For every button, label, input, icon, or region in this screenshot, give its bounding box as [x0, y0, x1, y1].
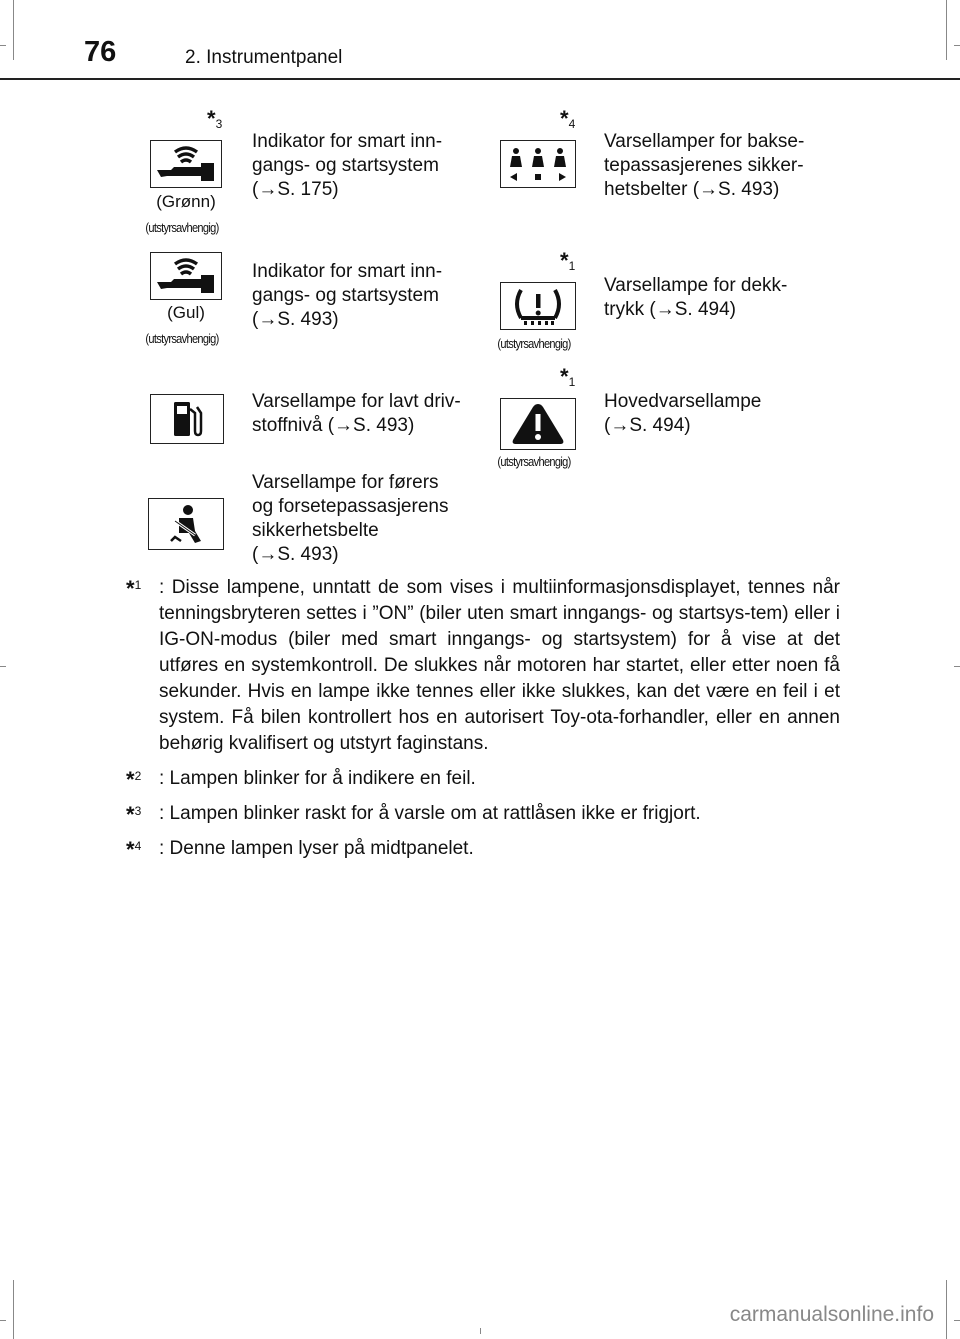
footnote-marker: $*_4$ — [560, 106, 576, 131]
entry-description: Varsellampe for lavt driv- stoffnivå (→S. 493) — [252, 391, 461, 436]
crop-mark — [480, 1328, 481, 1334]
footnote: *$^3$ : Lampen blinker raskt for å varsle om at rattlåsen ikke er frigjort. — [126, 801, 840, 827]
availability-note: (utstyrsavhengig) — [497, 454, 571, 469]
footnotes — [126, 575, 840, 871]
entry-description: Varsellamper for bakse- tepassasjerenes sikker- hetsbelter (→S. 493) — [604, 131, 805, 200]
footnote-marker: *$^4$ — [126, 837, 142, 862]
crop-mark — [954, 45, 960, 46]
crop-mark — [13, 1280, 14, 1339]
footnote-marker: *$^3$ — [126, 802, 142, 827]
watermark: carmanualsonline.info — [729, 1303, 934, 1326]
crop-mark — [946, 0, 947, 60]
entry-description: Varsellampe for førers og forsetepassasjerens sikkerhetsbelte (→S. 493) — [252, 472, 449, 565]
availability-note: (utstyrsavhengig) — [145, 331, 219, 346]
entry-description: Indikator for smart inn- gangs- og startsystem (→S. 175) — [252, 131, 443, 200]
fuel-pump-icon — [150, 394, 224, 444]
footnote: *$^1$ : Disse lampene, unntatt de som vises i multiinformasjonsdisplayet, tennes når tenningsbryteren settes i ”ON” (biler uten smart inngangs- og startsys-tem) eller i IG-ON-modus (biler med smart inngangs- og startsystem) for å vise at det utføres en systemkontroll. De slukkes når motoren har startet, eller etter noen få sekunder. Hvis en lampe ikke tennes eller ikke slukkes, kan det være en feil i et system. Få bilen kontrollert hos en autorisert Toy-ota-forhandler, eller en annen behørig kvalifisert og utstyrt faginstans. — [126, 575, 840, 757]
crop-mark — [13, 0, 14, 60]
header-rule — [0, 78, 960, 80]
footnote-marker: $*_3$ — [207, 106, 223, 131]
entry-description: Varsellampe for dekk- trykk (→S. 494) — [604, 275, 788, 320]
crop-mark — [946, 1280, 947, 1339]
footnote: *$^2$ : Lampen blinker for å indikere en feil. — [126, 766, 840, 792]
footnote-marker: *$^1$ — [126, 576, 142, 601]
crop-mark — [0, 1320, 6, 1321]
section-title: 2. Instrumentpanel — [185, 47, 343, 68]
tire-pressure-icon — [500, 282, 576, 330]
color-label: (Gul) — [167, 303, 205, 322]
smart-entry-key-icon — [150, 252, 222, 300]
availability-note: (utstyrsavhengig) — [145, 220, 219, 235]
entry-description: Hovedvarsellampe (→S. 494) — [604, 391, 762, 436]
footnote-marker: *$^2$ — [126, 767, 142, 792]
footnote-marker: $*_1$ — [560, 248, 576, 273]
crop-mark — [954, 1320, 960, 1321]
crop-mark — [0, 45, 6, 46]
seatbelt-icon — [148, 498, 224, 550]
footnote-marker: $*_1$ — [560, 364, 576, 389]
color-label: (Grønn) — [156, 192, 216, 211]
master-warning-icon — [500, 398, 576, 450]
page-number: 76 — [84, 36, 117, 68]
smart-entry-key-icon — [150, 140, 222, 188]
crop-mark — [954, 666, 960, 667]
footnote: *$^4$ : Denne lampen lyser på midtpanelet. — [126, 836, 840, 862]
entry-description: Indikator for smart inn- gangs- og startsystem (→S. 493) — [252, 261, 443, 330]
rear-seatbelt-icon — [500, 140, 576, 188]
availability-note: (utstyrsavhengig) — [497, 336, 571, 351]
crop-mark — [0, 666, 6, 667]
